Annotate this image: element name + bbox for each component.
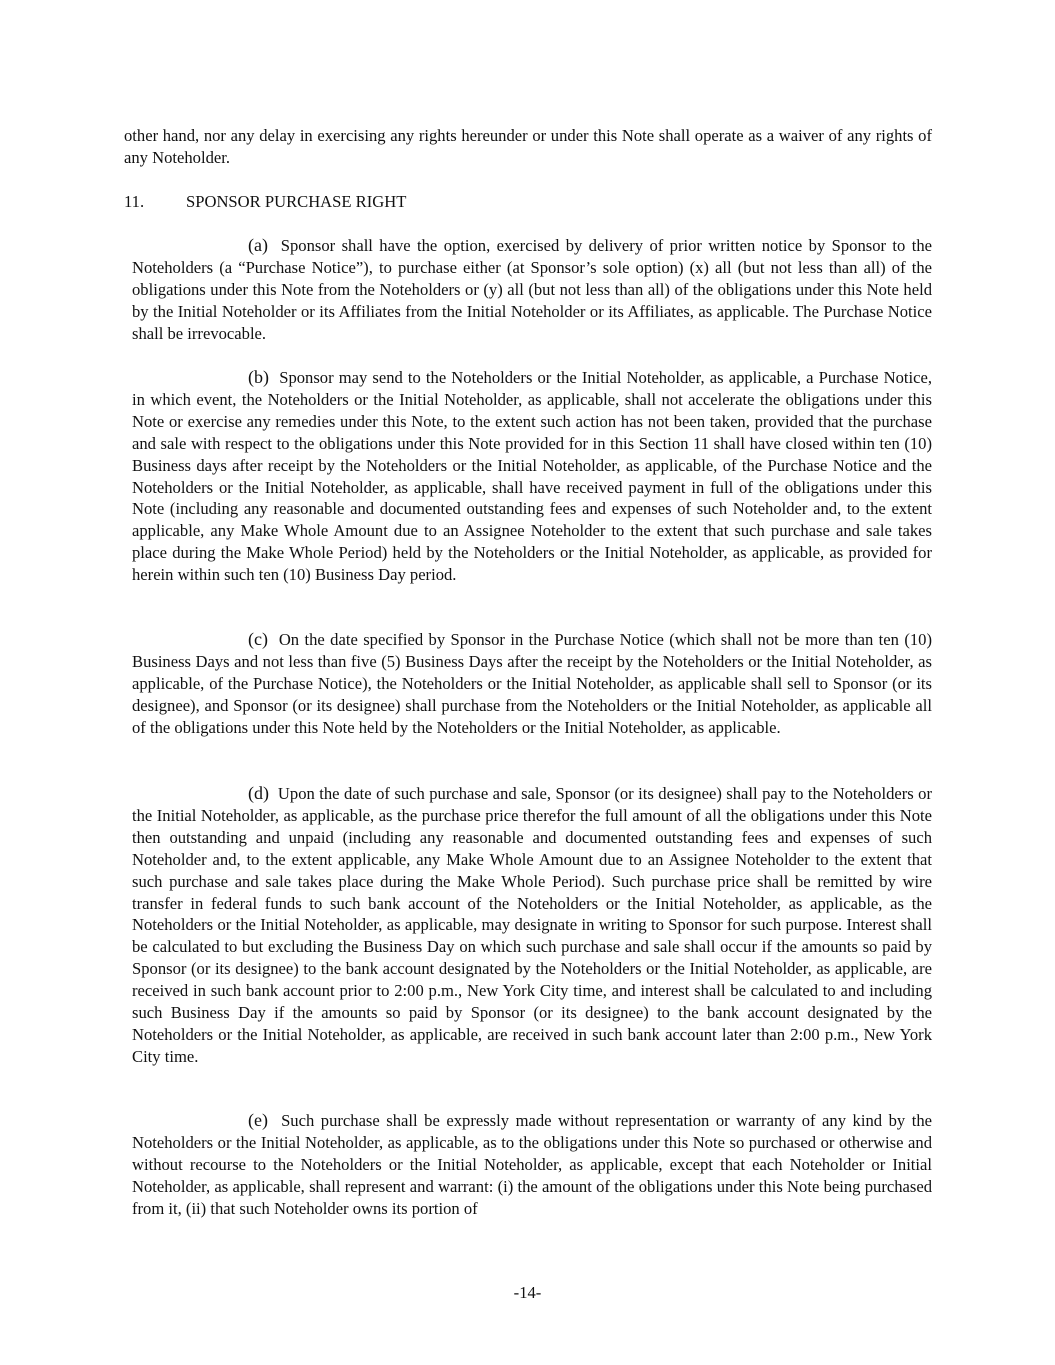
subsection-text: On the date specified by Sponsor in the Purchase Notice (which shall not be more than ten (10) Business Days and not less than five (5) Business Days after the receipt by the Noteholders or the Initial Noteholder, as applicable, of the Purchase Notice), the Noteholders or the Initial Noteholder, as applicable shall sell to Sponsor (or its designee), and Sponsor (or its designee) shall purchase from the Noteholders or the Initial Noteholder, as applicable all of the obligations under this Note held by the Noteholders or the Initial Noteholder, as applicable. <box>132 630 933 737</box>
section-number: 11. <box>124 192 145 211</box>
subsection-marker: (a) <box>248 235 268 255</box>
subsection-text: Sponsor may send to the Noteholders or the Initial Noteholder, as applicable, a Purchase Notice, in which event, the Noteholders or the Initial Noteholder, as applicable, shall not accelerate the obligations under this Note or exercise any remedies under this Note, to the extent such action has not been taken, provided that the purchase and sale with respect to the obligations under this Note provided for in this Section 11 shall have closed within ten (10) Business days after receipt by the Noteholders or the Initial Noteholder, as applicable, of the Purchase Notice and the Noteholders or the Initial Noteholder, as applicable, shall have received payment in full of the obligations under this Note (including any reasonable and documented outstanding fees and expenses of such Noteholder and, to the extent applicable, any Make Whole Amount due to an Assignee Noteholder to the extent that such purchase and sale takes place during the Make Whole Period) held by the Noteholders or the Initial Noteholder, as applicable, as provided for herein within such ten (10) Business Day period. <box>132 368 933 585</box>
subsection-b <box>132 367 932 586</box>
continuation-paragraph: other hand, nor any delay in exercising any rights hereunder or under this Note shall operate as a waiver of any rights of any Noteholder. <box>124 126 932 167</box>
subsection-c <box>132 629 932 739</box>
subsection-marker: (c) <box>248 629 268 649</box>
subsection-marker: (b) <box>248 367 269 387</box>
section-title: SPONSOR PURCHASE RIGHT <box>186 192 407 211</box>
subsection-text: Upon the date of such purchase and sale, Sponsor (or its designee) shall pay to the Noteholders or the Initial Noteholder, as applicable, as the purchase price therefor the full amount of all the obligations under this Note then outstanding and unpaid (including any reasonable and documented outstanding fees and expenses of such Noteholder and, to the extent applicable, any Make Whole Amount due to an Assignee Noteholder to the extent that such purchase and sale takes place during the Make Whole Period). Such purchase price shall be remitted by wire transfer in federal funds to such bank account of the Noteholders or the Initial Noteholder, as applicable, as the Noteholders or the Initial Noteholder, as applicable, may designate in writing to Sponsor for such purpose. Interest shall be calculated to but excluding the Business Day on which such purchase and sale shall occur if the amounts so paid by Sponsor (or its designee) to the bank account designated by the Noteholders or the Initial Noteholder, as applicable, are received in such bank account prior to 2:00 p.m., New York City time, and interest shall be calculated to and including such Business Day if the amounts so paid by Sponsor (or its designee) to the bank account designated by the Noteholders or the Initial Noteholder, as applicable, are received in such bank account later than 2:00 p.m., New York City time. <box>132 784 932 1066</box>
page-number: -14- <box>513 1283 542 1302</box>
subsection-text: Such purchase shall be expressly made without representation or warranty of any kind by the Noteholders or the Initial Noteholder, as applicable, as to the obligations under this Note so purchased or otherwise and without recourse to the Noteholders or the Initial Noteholder, as applicable, except that each Noteholder or Initial Noteholder, as applicable, shall represent and warrant: (i) the amount of the obligations under this Note being purchased from it, (ii) that such Noteholder owns its portion of <box>132 1111 932 1218</box>
subsection-a <box>132 235 932 345</box>
subsection-marker: (e) <box>248 1110 268 1130</box>
section-heading <box>124 191 406 213</box>
subsection-marker: (d) <box>248 783 269 803</box>
subsection-text: Sponsor shall have the option, exercised by delivery of prior written notice by Sponsor to the Noteholders (a “Purchase Notice”), to purchase either (at Sponsor’s sole option) (x) all (but not less than all) of the obligations under this Note from the Noteholders or (y) all (but not less than all) of the obligations under this Note held by the Initial Noteholder or its Affiliates from the Initial Noteholder or its Affiliates, as applicable. The Purchase Notice shall be irrevocable. <box>132 236 933 343</box>
subsection-d <box>132 783 932 1068</box>
subsection-e <box>132 1110 932 1220</box>
